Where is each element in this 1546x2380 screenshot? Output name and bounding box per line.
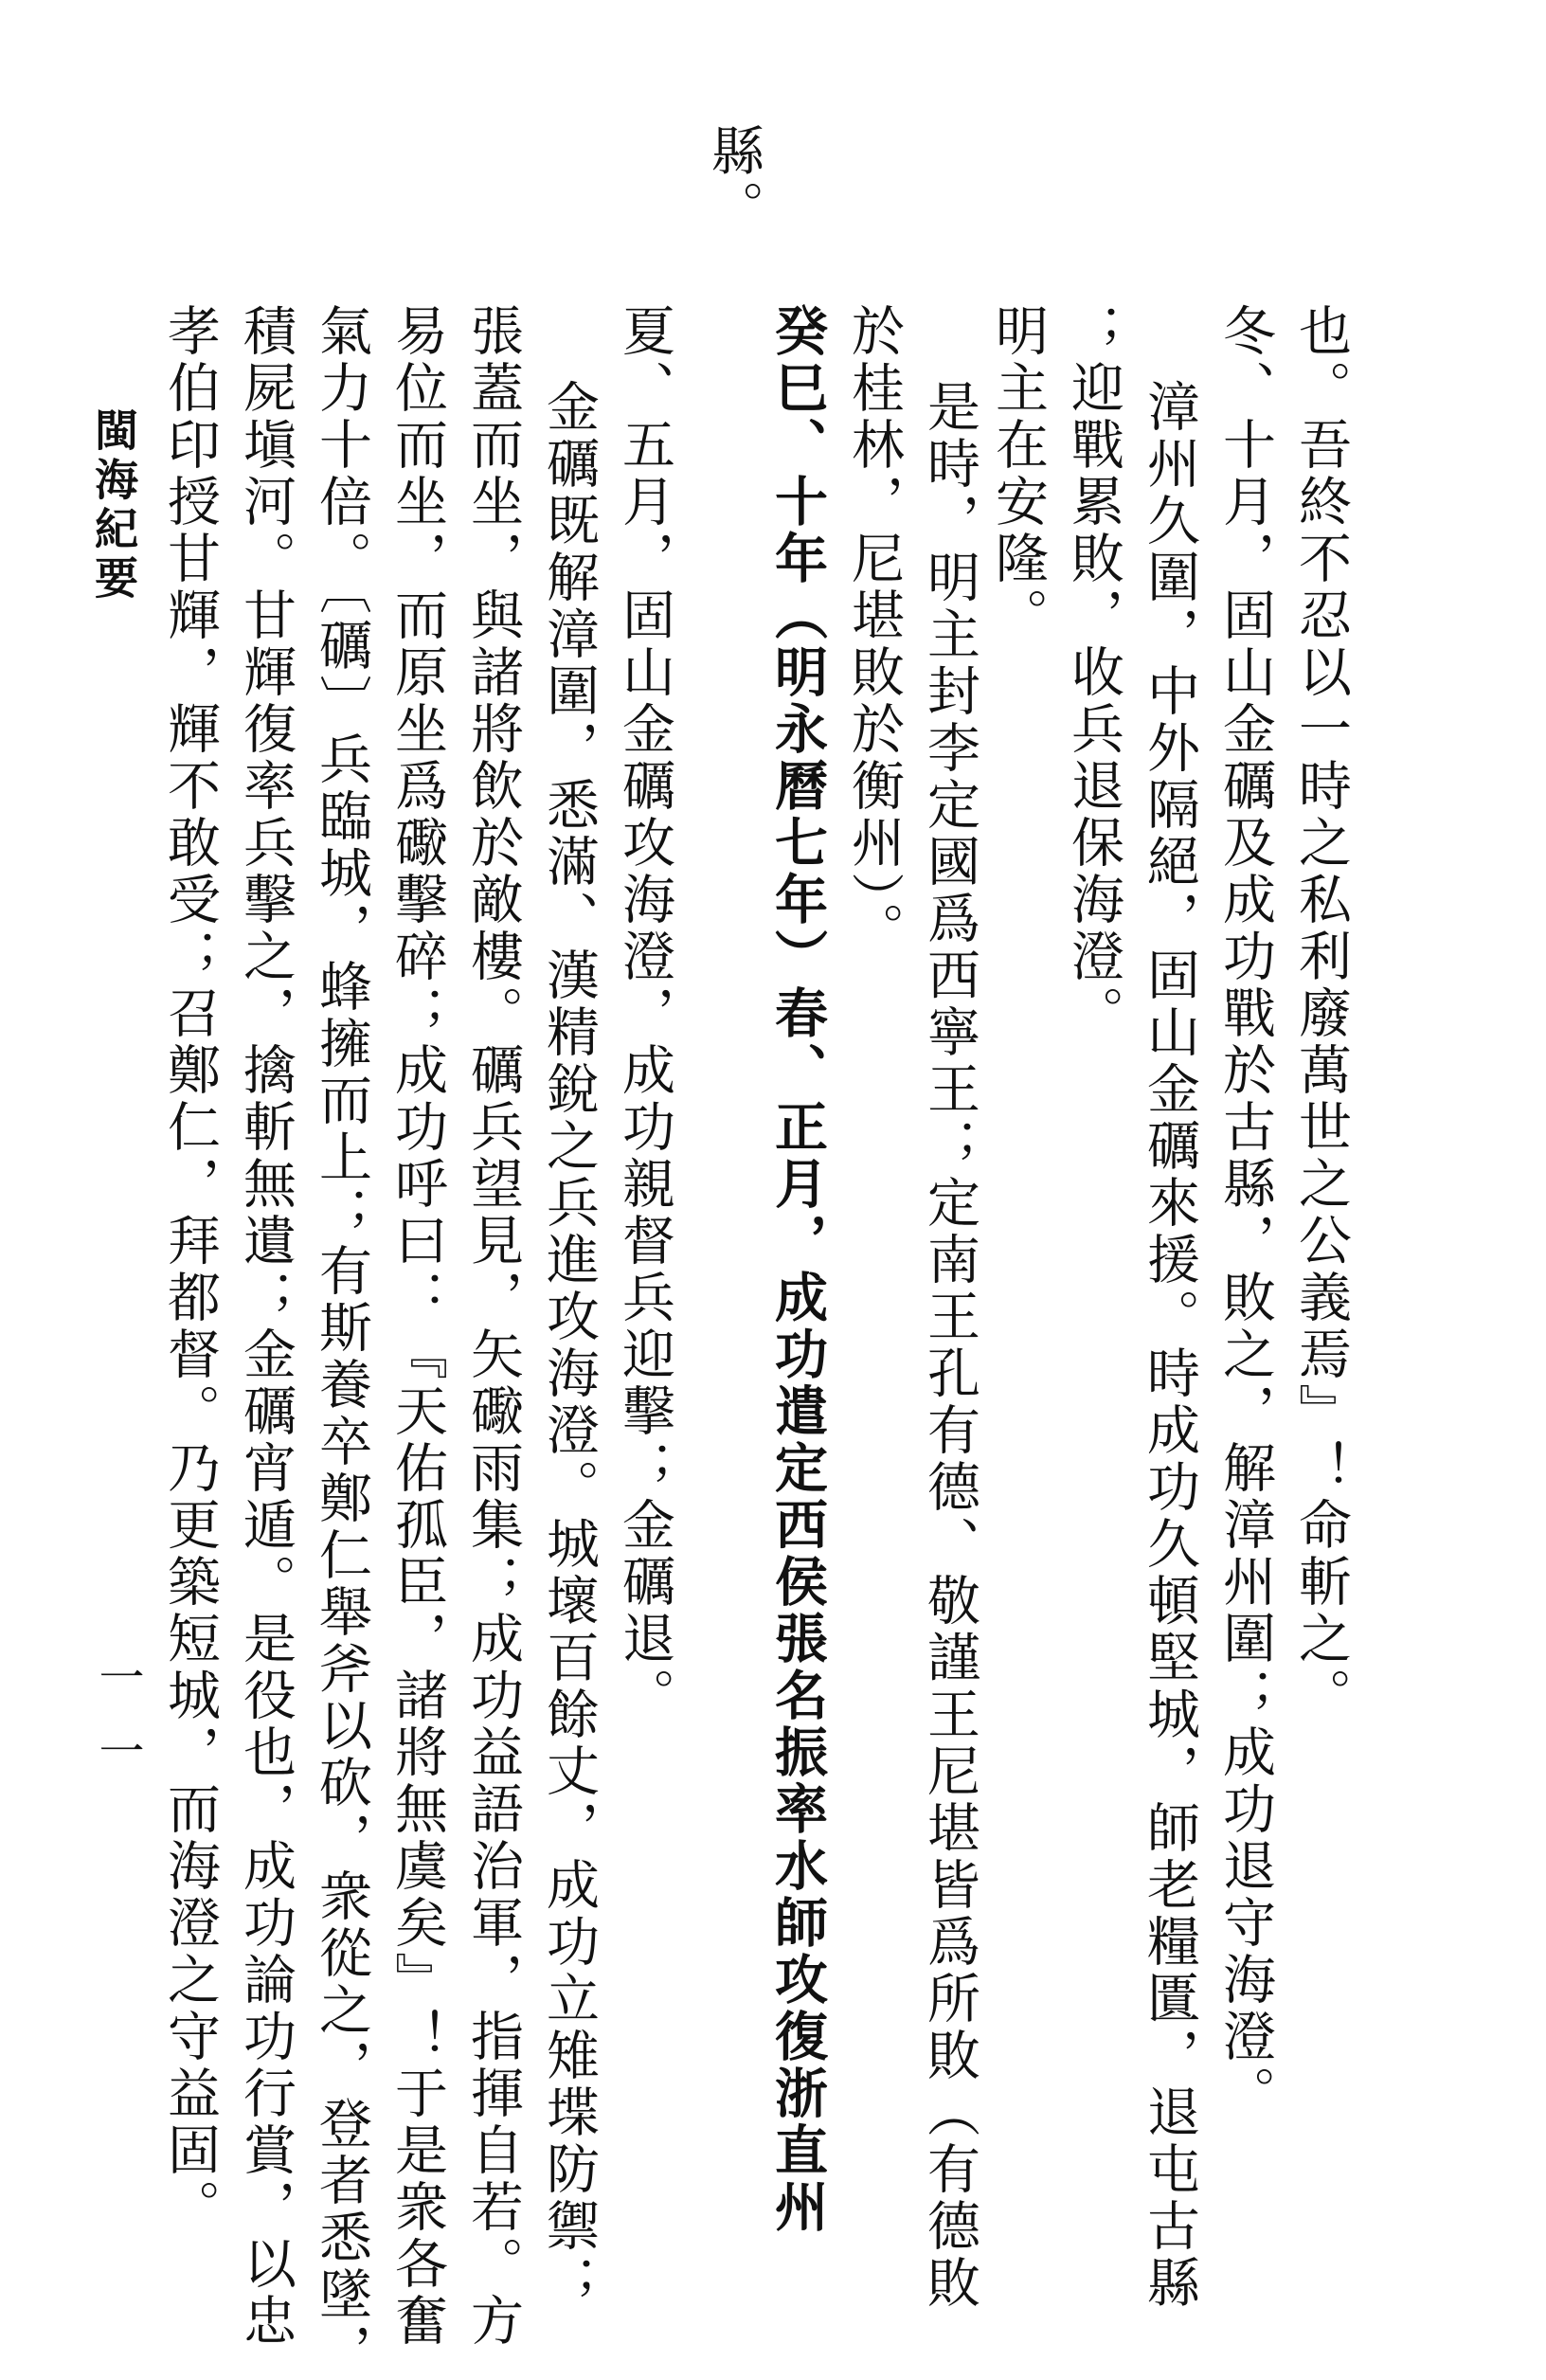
page-number: 一一 bbox=[91, 1653, 144, 1801]
text-column-7: 是時，明主封李定國爲西寧王；定南王孔有德、敬謹王尼堪皆爲所敗（有德敗 bbox=[919, 379, 980, 2312]
text-column-11: 金礪既解漳圍，悉滿、漢精銳之兵進攻海澄。城壞百餘丈，成功立雉堞防禦； bbox=[538, 379, 600, 2312]
text-column-16: 孝伯印授甘輝，輝不敢受；召鄭仁，拜都督。乃更築短城，而海澄之守益固。 bbox=[159, 303, 221, 2236]
text-column-1: 縣。 bbox=[703, 123, 764, 237]
text-column-8: 於桂林，尼堪敗於衡州）。 bbox=[843, 303, 905, 959]
text-column-15: 積屍塡河。甘輝復率兵擊之，擒斬無遺；金礪宵遁。是役也，成功論功行賞，以忠 bbox=[235, 303, 297, 2350]
text-column-9: 癸巳、十年（明永曆七年）春、正月，成功遣定西侯張名振率水師攻復浙直州 bbox=[766, 303, 829, 2236]
running-title: 閩海紀要 bbox=[88, 407, 139, 604]
text-column-3: 冬、十月，固山金礪及成功戰於古縣，敗之，解漳州圍；成功退守海澄。 bbox=[1214, 303, 1276, 2122]
text-column-2: 也。吾終不忍以一時之私利廢萬世之公義焉』！命斬之。 bbox=[1290, 303, 1352, 1724]
text-column-6: 明主在安隆。 bbox=[987, 303, 1049, 644]
text-column-5: ；迎戰累敗，收兵退保海澄。 bbox=[1063, 303, 1124, 1042]
text-column-14: 氣力十倍。〔礪〕兵臨城，蜂擁而上；有斯養卒鄭仁舉斧以砍，衆從之，登者悉墜， bbox=[311, 303, 372, 2380]
text-column-13: 易位而坐，而原坐爲礮擊碎；成功呼曰：『天佑孤臣，諸將無虞矣』！于是衆各奮 bbox=[386, 303, 448, 2350]
text-column-10: 夏、五月，固山金礪攻海澄，成功親督兵迎擊；金礪退。 bbox=[614, 303, 675, 1724]
text-column-4: 漳州久圍，中外隔絕，固山金礪來援。時成功久頓堅城，師老糧匱，退屯古縣 bbox=[1139, 379, 1200, 2312]
text-column-12: 張蓋而坐，與諸將飲於敵樓。礪兵望見，矢礮雨集；成功益語治軍，指揮自若。方 bbox=[462, 303, 524, 2350]
